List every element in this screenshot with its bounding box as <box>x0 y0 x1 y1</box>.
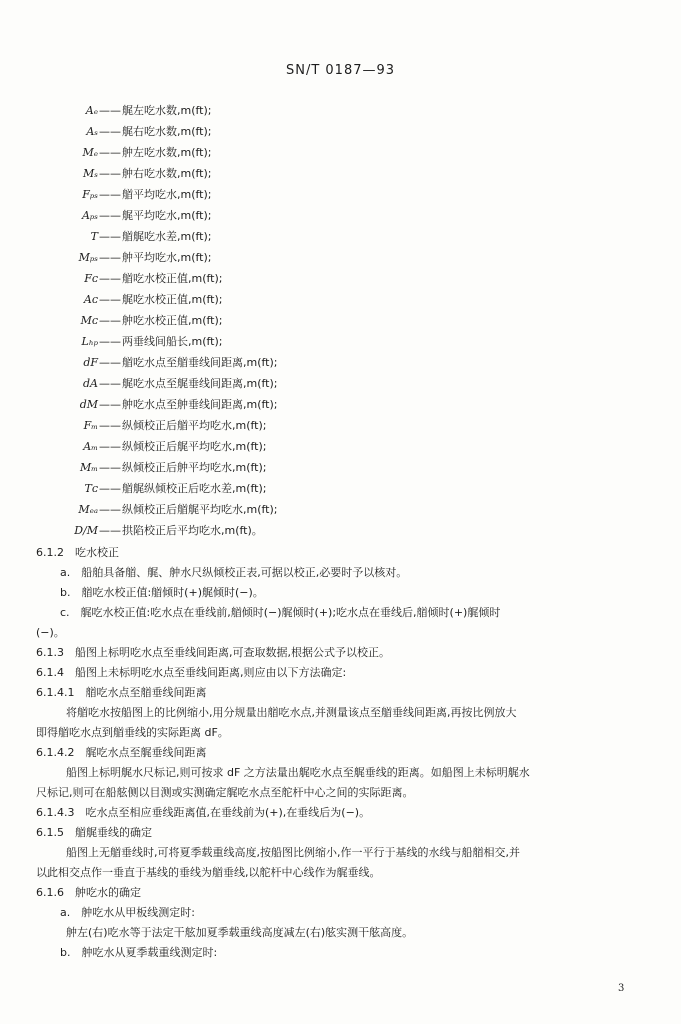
symbol-row <box>40 121 640 142</box>
symbol-label: dF <box>83 356 98 369</box>
text-line: 尺标记,则可在船舷侧以目测或实测确定艉吃水点至舵杆中心之间的实际距离。 <box>36 786 414 799</box>
symbol-description: 舯右吃水数,m(ft); <box>122 167 212 180</box>
symbol-description: 艉平均吃水,m(ft); <box>122 209 212 222</box>
symbol-label: Mₑ <box>82 146 98 159</box>
text-line: b. 艏吃水校正值:艏倾时(+)艉倾时(−)。 <box>60 586 264 599</box>
symbol-description: 艏吃水校正值,m(ft); <box>122 272 223 285</box>
symbol-label: Aᴄ <box>83 293 98 306</box>
symbol-row <box>40 352 640 373</box>
text-line: 6.1.4.3 吃水点至相应垂线距离值,在垂线前为(+),在垂线后为(−)。 <box>36 806 371 819</box>
symbol-row <box>40 289 640 310</box>
symbol-row <box>40 142 640 163</box>
text-line: c. 艉吃水校正值:吃水点在垂线前,艏倾时(−)艉倾时(+);吃水点在垂线后,艏倾时(+)艉倾时 <box>60 606 501 619</box>
symbol-row <box>40 415 640 436</box>
symbol-label: Tᴄ <box>84 482 98 495</box>
text-line: b. 舯吃水从夏季载重线测定时: <box>60 946 218 959</box>
text-line: a. 船舶具备艏、艉、舯水尺纵倾校正表,可据以校正,必要时予以核对。 <box>60 566 408 579</box>
text-line: 将艏吃水按船图上的比例缩小,用分规量出艏吃水点,并测量该点至艏垂线间距离,再按比例放大 <box>66 706 517 719</box>
symbol-label: Mₑₐ <box>78 503 98 516</box>
symbol-description: 纵倾校正后舯平均吃水,m(ft); <box>122 461 267 474</box>
symbol-description: 舯吃水校正值,m(ft); <box>122 314 223 327</box>
symbol-label: Aₑ <box>85 104 98 117</box>
symbol-description: 舯吃水点至舯垂线间距离,m(ft); <box>122 398 278 411</box>
symbol-label: Aₚₛ <box>81 209 98 222</box>
symbol-label: Mᴄ <box>80 314 98 327</box>
symbol-dash: —— <box>99 461 121 474</box>
symbol-dash: —— <box>99 209 121 222</box>
symbol-row <box>40 436 640 457</box>
symbol-dash: —— <box>99 419 121 432</box>
symbol-dash: —— <box>99 230 121 243</box>
symbol-dash: —— <box>99 251 121 264</box>
text-line: 6.1.5 艏艉垂线的确定 <box>36 826 152 839</box>
symbol-row <box>40 163 640 184</box>
symbol-description: 拱陷校正后平均吃水,m(ft)。 <box>122 524 263 537</box>
symbol-label: Fₚₛ <box>82 188 98 201</box>
symbol-label: D/M <box>74 524 98 537</box>
text-line: 船图上无艏垂线时,可将夏季载重线高度,按船图比例缩小,作一平行于基线的水线与船艏相交,并 <box>66 846 520 859</box>
symbol-dash: —— <box>99 482 121 495</box>
symbol-description: 艏平均吃水,m(ft); <box>122 188 212 201</box>
symbol-dash: —— <box>99 272 121 285</box>
text-line: a. 舯吃水从甲板线测定时: <box>60 906 195 919</box>
symbol-label: dA <box>83 377 98 390</box>
symbol-label: T <box>90 230 98 243</box>
symbol-dash: —— <box>99 146 121 159</box>
symbol-row <box>40 520 640 541</box>
symbol-label: Mₚₛ <box>78 251 98 264</box>
text-line: 6.1.6 舯吃水的确定 <box>36 886 141 899</box>
symbol-description: 艉右吃水数,m(ft); <box>122 125 212 138</box>
symbol-description: 艏艉纵倾校正后吃水差,m(ft); <box>122 482 267 495</box>
page-number: 3 <box>618 983 625 994</box>
text-line: 舯左(右)吃水等于法定干舷加夏季载重线高度减左(右)舷实测干舷高度。 <box>66 926 414 939</box>
symbol-row <box>40 373 640 394</box>
symbol-row <box>40 310 640 331</box>
symbol-dash: —— <box>99 167 121 180</box>
symbol-dash: —— <box>99 356 121 369</box>
symbol-label: Fₘ <box>83 419 98 432</box>
symbol-label: Aₘ <box>83 440 98 453</box>
symbol-description: 艏吃水点至艏垂线间距离,m(ft); <box>122 356 278 369</box>
symbol-label: Lₕₚ <box>81 335 98 348</box>
text-line: 6.1.4.1 艏吃水点至艏垂线间距离 <box>36 686 207 699</box>
symbol-row <box>40 394 640 415</box>
symbol-label: Mₘ <box>79 461 98 474</box>
symbol-description: 两垂线间船长,m(ft); <box>122 335 223 348</box>
symbol-row <box>40 268 640 289</box>
symbol-description: 舯左吃水数,m(ft); <box>122 146 212 159</box>
symbol-description: 艉吃水点至艉垂线间距离,m(ft); <box>122 377 278 390</box>
symbol-dash: —— <box>99 314 121 327</box>
symbol-dash: —— <box>99 293 121 306</box>
symbol-dash: —— <box>99 104 121 117</box>
symbol-dash: —— <box>99 335 121 348</box>
symbol-dash: —— <box>99 188 121 201</box>
symbol-label: Fᴄ <box>84 272 98 285</box>
text-line: 6.1.3 船图上标明吃水点至垂线间距离,可查取数据,根据公式予以校正。 <box>36 646 390 659</box>
symbol-row <box>40 205 640 226</box>
symbol-row <box>40 184 640 205</box>
text-line: (−)。 <box>36 626 65 639</box>
symbol-label: Mₛ <box>83 167 98 180</box>
symbol-row <box>40 331 640 352</box>
symbol-row <box>40 478 640 499</box>
symbol-description: 艉吃水校正值,m(ft); <box>122 293 223 306</box>
symbol-dash: —— <box>99 440 121 453</box>
symbol-dash: —— <box>99 377 121 390</box>
symbol-dash: —— <box>99 524 121 537</box>
symbol-description: 纵倾校正后艉平均吃水,m(ft); <box>122 440 267 453</box>
symbol-list <box>40 100 640 541</box>
text-line: 6.1.2 吃水校正 <box>36 546 119 559</box>
symbol-dash: —— <box>99 398 121 411</box>
symbol-description: 艏艉吃水差,m(ft); <box>122 230 212 243</box>
symbol-description: 纵倾校正后艏艉平均吃水,m(ft); <box>122 503 278 516</box>
symbol-description: 艉左吃水数,m(ft); <box>122 104 212 117</box>
symbol-label: dM <box>79 398 98 411</box>
symbol-description: 纵倾校正后艏平均吃水,m(ft); <box>122 419 267 432</box>
symbol-row <box>40 457 640 478</box>
symbol-row <box>40 499 640 520</box>
text-line: 以此相交点作一垂直于基线的垂线为艏垂线,以舵杆中心线作为艉垂线。 <box>36 866 381 879</box>
text-line: 船图上标明艉水尺标记,则可按求 dF 之方法量出艉吃水点至艉垂线的距离。如船图上未标明艉水 <box>66 766 530 779</box>
symbol-description: 舯平均吃水,m(ft); <box>122 251 212 264</box>
symbol-row <box>40 226 640 247</box>
symbol-label: Aₛ <box>86 125 98 138</box>
text-line: 即得艏吃水点到艏垂线的实际距离 dF。 <box>36 726 229 739</box>
body-text <box>36 543 646 963</box>
text-line: 6.1.4.2 艉吃水点至艉垂线间距离 <box>36 746 207 759</box>
symbol-dash: —— <box>99 503 121 516</box>
symbol-dash: —— <box>99 125 121 138</box>
page-header: SN/T 0187—93 <box>285 63 396 78</box>
symbol-row <box>40 100 640 121</box>
text-line: 6.1.4 船图上未标明吃水点至垂线间距离,则应由以下方法确定: <box>36 666 347 679</box>
symbol-row <box>40 247 640 268</box>
